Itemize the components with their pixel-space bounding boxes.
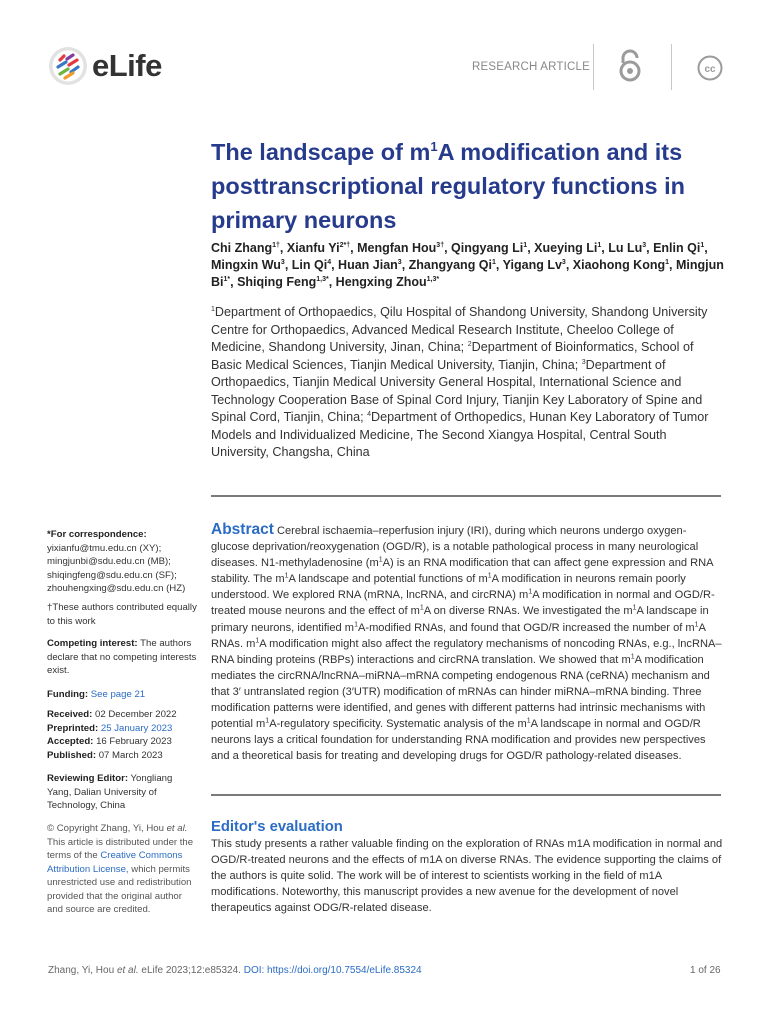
author-name[interactable]: Xiaohong Kong [572,258,666,272]
affiliation-text: Department of Orthopaedics, Qilu Hospital of Shandong University, Shandong University Centre for Orthopaedics, Advanced Medical Research Institute, Cheeloo College of Medicine, Shandong University, Jinan, China; [211,305,708,354]
open-access-icon[interactable] [617,49,643,88]
author-affiliation-marker: 1 [597,241,602,249]
preprint-link[interactable]: 25 January 2023 [100,722,173,734]
author-affiliation-marker: 2*† [339,241,351,249]
citation-footer: Zhang, Yi, Hou et al. eLife 2023;12:e85324. DOI: https://doi.org/10.7554/eLife.85324 [48,965,422,976]
author-affiliation-marker: 3 [561,258,566,266]
dates-block: Received: 02 December 2022 Preprinted: 25 January 2023 Accepted: 16 February 2023 Published: 07 March 2023 [47,709,177,761]
article-title: The landscape of $m^1A$ modification and its posttranscriptional regulatory functions in primary neurons [211,139,685,233]
author-name[interactable]: Lu Lu [608,241,643,255]
email-hz[interactable]: zhouhengxing@sdu.edu.cn (HZ) [47,583,186,594]
abstract: Abstract Cerebral ischaemia–reperfusion injury (IRI), during which neurons undergo oxygen-glucose deprivation/reoxygenation (OGD/R), is a notable pathological process in many neurological diseases. N1-methyladenosine $(m^1A)$ is an RNA modification that can affect gene expression and RNA stability. The $m^1A$ landscape and potential functions of $m^1A$ modification in neurons remain poorly understood. We explored RNA (mRNA, lncRNA, and circRNA) $m^1A$ modification in normal and OGD/R-treated mouse neurons and the effect of $m^1A$ on diverse RNAs. We investigated the $m^1A$ landscape in primary neurons, identified $m^1A$-modified RNAs, and found that OGD/R increased the number of $m^1A$ RNAs. $m^1A$ modification might also affect the regulatory mechanisms of noncoding RNAs, e.g., lncRNA–RNA binding proteins (RBPs) interactions and circRNA translation. We showed that $m^1A$ modification mediates the circRNA/lncRNA–miRNA–mRNA competing endogenous RNA (ceRNA) mechanism and that 3′ untranslated region (3′UTR) modification of mRNAs can hinder miRNA–mRNA binding. Three modification patterns were identified, and genes with different patterns had intrinsic mechanisms with potential $m^1A$-regulatory specificity. Systematic analysis of the $m^1A$ landscape in normal and OGD/R neurons lays a critical foundation for understanding RNA modification and provides new perspectives and a theoretical basis for treating and developing drugs for OGD/R pathology-related diseases. [211,521,722,763]
header-divider [593,44,594,90]
email-xy[interactable]: yixianfu@tmu.edu.cn (XY); [47,542,162,554]
author-affiliation-marker: 1 [523,241,528,249]
author-affiliation-marker: 1 [665,258,670,266]
author-affiliation-marker: 3 [397,258,402,266]
author-affiliation-marker: 1,3* [316,275,329,283]
author-affiliation-marker: 3 [280,258,285,266]
editors-evaluation-text: This study presents a rather valuable finding on the exploration of RNAs m1A modification in normal and OGD/R-treated neurons and the effects of m1A on diverse RNAs. The evidence supporting the claims of the authors is quite solid. The work will be of interest to scientists working in the field of m1A modifications. Noteworthy, this manuscript provides a new avenue for the development of novel therapeutics against ODG/R-related disease. [211,838,723,915]
author-name[interactable]: Mengfan Hou [357,241,437,255]
author-name[interactable]: Zhangyang Qi [408,258,492,272]
creative-commons-icon[interactable] [697,55,723,86]
author-affiliation-marker: 3 [642,241,647,249]
title-rule [211,495,721,497]
author-affiliation-marker: 1* [223,275,231,283]
page-number: 1 of 26 [690,965,721,976]
author-name[interactable]: Enlin Qi [653,241,701,255]
article-type-label: RESEARCH ARTICLE [472,61,591,73]
copyright-notice: © Copyright Zhang, Yi, Hou et al. This article is distributed under the terms of the Creative Commons Attribution License, which permits unrestricted use and redistribution provided that the original author and source are credited. [47,823,194,915]
email-sf[interactable]: shiqingfeng@sdu.edu.cn (SF); [47,569,177,581]
header-divider-2 [671,44,672,90]
funding: Funding: See page 21 [47,689,146,700]
author-name[interactable]: Mingjun Bi [211,258,724,289]
author-name[interactable]: Lin Qi [291,258,328,272]
cc-license-link[interactable]: Creative Commons Attribution License, [47,850,183,875]
elife-logo-icon [48,46,88,86]
competing-interest: Competing interest: The authors declare that no competing interests exist. [47,638,197,676]
reviewing-editor: Reviewing Editor: Yongliang Yang, Dalian University of Technology, China [47,773,173,811]
author-name[interactable]: Xueying Li [534,241,598,255]
author-name[interactable]: Hengxing Zhou [335,275,427,289]
author-name[interactable]: Shiqing Feng [237,275,317,289]
affiliation-text: Department of Orthopaedics, Tianjin Medical University General Hospital, International Science and Technology Cooperation Base of Spinal Cord Injury, Tianjin Key Laboratory of Spine and Spinal Cord, Tianjin, China; [211,357,703,424]
author-affiliation-marker: 1 [492,258,496,266]
correspondence-block: *For correspondence: yixianfu@tmu.edu.cn (XY); mingjunbi@sdu.edu.cn (MB); shiqingfeng@sdu.edu.cn (SF); zhouhengxing@sdu.edu.cn (HZ) [47,528,197,596]
author-affiliation-marker: 4 [327,258,332,266]
author-name[interactable]: Xianfu Yi [286,241,340,255]
equal-contribution-note: †These authors contributed equally to this work [47,602,197,627]
author-name[interactable]: Qingyang Li [451,241,524,255]
email-mb[interactable]: mingjunbi@sdu.edu.cn (MB); [47,556,171,567]
affiliation-text: Department of Orthopedics, Hunan Key Laboratory of Tumor Models and Individualized Medicine, The Second Xiangya Hospital, Central South University, Changsha, China [211,410,709,459]
affiliations: $^1$Department of Orthopaedics, Qilu Hospital of Shandong University, Shandong University Centre for Orthopaedics, Advanced Medical Research Institute, Cheeloo College of Medicine, Shandong University, Jinan, China; $^2$Department of Bioinformatics, School of Basic Medical Sciences, Tianjin Medical University, Tianjin, China; $^3$Department of Orthopaedics, Tianjin Medical University General Hospital, International Science and Technology Cooperation Base of Spinal Cord Injury, Tianjin Key Laboratory of Spine and Spinal Cord, Tianjin, China; $^4$Department of Orthopedics, Hunan Key Laboratory of Tumor Models and Individualized Medicine, The Second Xiangya Hospital, Central South University, Changsha, China [211,305,709,459]
author-list: Chi Zhang$^{1\dagger}$, Xianfu $Yi^{2*\dagger}$, Mengfan Hou$^{3\dagger}$, Qingyang Li$^1$, Xueying Li$^1$, Lu Lu$^3$, Enlin Qi$^1$, Mingxin Wu$^3$, Lin Qi$^4$, Huan Jian$^3$, Zhangyang Qi$^1$, Yigang Lv$^3$, Xiaohong Kong$^1$, Mingjun $Bi^{1*}$, Shiqing Feng$^{1,3*}$, Hengxing Zhou$^{1,3*}$ [211,241,724,289]
abstract-rule [211,794,721,796]
editors-evaluation-heading: Editor's evaluation [211,819,343,835]
funding-link[interactable]: See page 21 [90,689,146,700]
author-affiliation-marker: 1 [700,241,705,249]
author-affiliation-marker: 3† [436,241,445,249]
author-name[interactable]: Chi Zhang [211,241,273,255]
author-name[interactable]: Yigang Lv [502,258,562,272]
author-affiliation-marker: 1,3* [426,275,440,283]
affiliation-text: Department of Bioinformatics, School of Basic Medical Sciences, Tianjin Medical University, Tianjin, China; [211,340,694,372]
abstract-heading: Abstract [211,521,274,538]
author-name[interactable]: Mingxin Wu [211,258,281,272]
author-name[interactable]: Huan Jian [338,258,398,272]
cc-label: cc [704,64,716,75]
elife-logo[interactable] [48,46,162,86]
author-affiliation-marker: 1† [272,241,280,249]
doi-link[interactable]: DOI: https://doi.org/10.7554/eLife.85324 [243,965,422,976]
elife-wordmark: eLife [92,48,162,83]
